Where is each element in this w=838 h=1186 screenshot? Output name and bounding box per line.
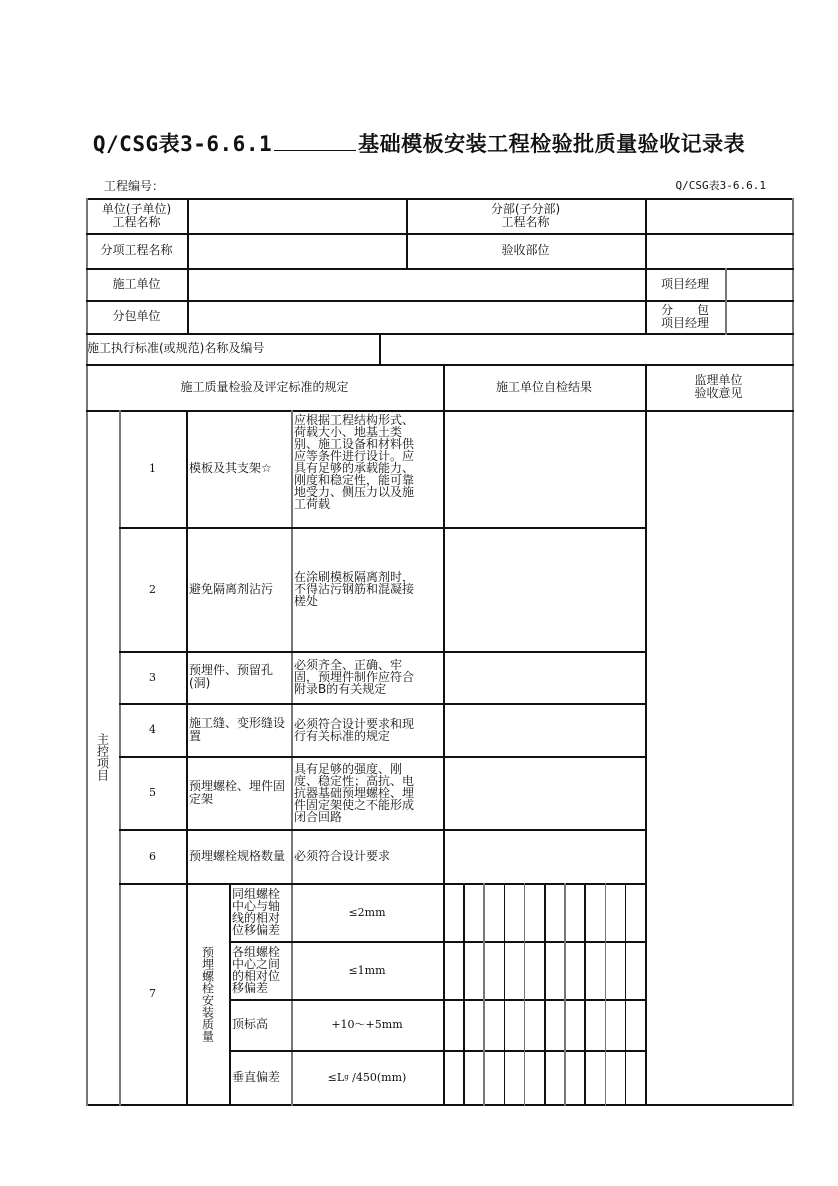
title-text: 基础模板安装工程检验批质量验收记录表: [358, 132, 746, 156]
vertical-rule: [544, 883, 546, 1106]
check-cell[interactable]: [524, 883, 544, 941]
check-cell[interactable]: [483, 1050, 503, 1104]
check-cell[interactable]: [544, 883, 564, 941]
sub-pm-label-line2: 项目经理: [660, 315, 709, 330]
subcontractor-value[interactable]: [187, 300, 645, 333]
item-name: 预埋螺栓、埋件固定架: [189, 778, 286, 806]
check-cell[interactable]: [605, 941, 625, 999]
item-number: 6: [149, 849, 156, 863]
check-cell[interactable]: [463, 999, 483, 1050]
vertical-rule: [379, 333, 381, 366]
title-blank-line: [274, 134, 356, 151]
tolerance-prefix: ≤L: [327, 1070, 345, 1084]
check-cell[interactable]: [504, 883, 524, 941]
check-cell[interactable]: [483, 883, 503, 941]
vertical-rule: [119, 410, 121, 1106]
check-cell[interactable]: [443, 883, 463, 941]
item-name: 预埋件、预留孔(洞): [189, 663, 274, 690]
item-name: 模板及其支架☆: [189, 461, 272, 475]
vertical-rule: [187, 198, 189, 335]
unit-project-label-line2: 工程名称: [112, 214, 161, 229]
vertical-rule: [605, 883, 607, 1106]
contractor-label: 施工单位: [112, 276, 161, 291]
sub-pm-value[interactable]: [725, 300, 792, 333]
unit-project-label-line1: 单位(子单位): [101, 201, 172, 216]
contractor-value[interactable]: [187, 268, 645, 300]
item7-sub4-tolerance: [291, 1050, 443, 1104]
supervision-header-line2: 验收意见: [694, 386, 743, 400]
check-cell[interactable]: [524, 941, 544, 999]
project-no-label: 工程编号：: [104, 179, 165, 193]
check-cell[interactable]: [524, 1050, 544, 1104]
item7-sub3-name: 顶标高: [232, 1017, 269, 1031]
check-cell[interactable]: [443, 1050, 463, 1104]
subcontractor-label: 分包单位: [112, 309, 161, 323]
vertical-rule: [483, 883, 485, 1106]
check-cell[interactable]: [564, 941, 584, 999]
pm-value[interactable]: [725, 268, 792, 300]
check-cell[interactable]: [605, 999, 625, 1050]
horizontal-rule: [86, 1104, 794, 1106]
division-label-line1: 分部(子分部): [490, 201, 561, 216]
supervision-opinion-area[interactable]: [645, 410, 792, 1104]
check-cell[interactable]: [524, 999, 544, 1050]
check-cell[interactable]: [584, 999, 604, 1050]
check-cell[interactable]: [584, 1050, 604, 1104]
check-cell[interactable]: [605, 883, 625, 941]
check-cell[interactable]: [544, 1050, 564, 1104]
item-standard: 应根据工程结构形式、荷载大小、地基土类别、施工设备和材料供应等条件进行设计。应具有足够的承载能力、刚度和稳定性，能可靠地受力、侧压力以及施工荷载: [294, 413, 415, 511]
horizontal-rule: [86, 410, 794, 412]
acceptance-part-label: 验收部位: [501, 243, 550, 257]
vertical-rule: [524, 883, 526, 1106]
check-cell[interactable]: [584, 883, 604, 941]
check-cell[interactable]: [463, 941, 483, 999]
check-cell[interactable]: [605, 1050, 625, 1104]
horizontal-rule: [86, 268, 794, 270]
horizontal-rule: [119, 527, 647, 529]
vertical-rule: [645, 364, 647, 1106]
pm-label: 项目经理: [660, 276, 709, 291]
horizontal-rule: [86, 198, 794, 200]
horizontal-rule: [119, 829, 647, 831]
vertical-rule: [584, 883, 586, 1106]
item7-number: 7: [149, 987, 156, 1000]
standard-label: 施工执行标准(或规范)名称及编号: [87, 341, 265, 355]
criteria-column-header: 施工质量检验及评定标准的规定: [180, 379, 349, 394]
document-title: [0, 128, 838, 158]
vertical-rule: [186, 410, 188, 1106]
check-cell[interactable]: [625, 1050, 645, 1104]
item7-sub1-tolerance: ≤2mm: [348, 905, 386, 919]
tolerance-subscript: g: [344, 1072, 349, 1081]
item7-sub4-name: 垂直偏差: [232, 1069, 281, 1084]
check-cell[interactable]: [584, 941, 604, 999]
vertical-rule: [504, 883, 506, 1106]
tolerance-suffix: /450(mm): [348, 1070, 407, 1084]
vertical-rule: [406, 198, 408, 270]
check-cell[interactable]: [625, 999, 645, 1050]
check-cell[interactable]: [504, 999, 524, 1050]
horizontal-rule: [86, 300, 794, 302]
form-code: Q/CSG表3-6.6.1: [675, 179, 766, 192]
check-cell[interactable]: [483, 999, 503, 1050]
horizontal-rule: [86, 233, 794, 235]
horizontal-rule: [86, 364, 794, 366]
check-cell[interactable]: [564, 999, 584, 1050]
item-number: 3: [149, 670, 156, 684]
check-cell[interactable]: [564, 1050, 584, 1104]
section-label-text: 主控项目: [95, 733, 110, 781]
self-check-column-header: 施工单位自检结果: [495, 379, 592, 394]
check-cell[interactable]: [443, 941, 463, 999]
item7-sub2-name: 各组螺栓中心之间的相对位移偏差: [232, 945, 281, 995]
supervision-header-line1: 监理单位: [694, 373, 743, 387]
subitem-label: 分项工程名称: [100, 243, 173, 257]
horizontal-rule: [119, 703, 647, 705]
item-standard: 在涂刷模板隔离剂时，不得沾污钢筋和混凝接槎处: [294, 570, 415, 608]
vertical-rule: [625, 883, 627, 1106]
item7-sub3-tolerance: +10～+5mm: [331, 1018, 403, 1031]
vertical-rule: [291, 410, 293, 1106]
horizontal-rule: [119, 756, 647, 758]
check-cell[interactable]: [544, 941, 564, 999]
item-name: 避免隔离剂沾污: [189, 581, 274, 596]
item-number: 2: [149, 582, 156, 596]
check-cell[interactable]: [504, 1050, 524, 1104]
division-label-line2: 工程名称: [501, 214, 550, 229]
self-check-results-area[interactable]: [443, 410, 645, 883]
item-standard: 必须符合设计要求: [294, 849, 391, 863]
item7-sub2-tolerance: ≤1mm: [348, 963, 386, 977]
check-cell[interactable]: [544, 999, 564, 1050]
horizontal-rule: [119, 651, 647, 653]
horizontal-rule: [119, 883, 647, 885]
subitem-value[interactable]: [187, 233, 406, 268]
vertical-rule: [229, 883, 231, 1106]
item-name: 预埋螺栓规格数量: [189, 848, 286, 863]
check-cell[interactable]: [564, 883, 584, 941]
item7-group-label-text: 预埋螺栓安装质量: [200, 945, 215, 1042]
item-standard: 必须齐全、正确、牢固，预埋件制作应符合附录B的有关规定: [294, 658, 415, 696]
check-cell[interactable]: [504, 941, 524, 999]
vertical-rule: [645, 198, 647, 335]
check-cell[interactable]: [625, 941, 645, 999]
vertical-rule: [564, 883, 566, 1106]
check-cell[interactable]: [443, 999, 463, 1050]
vertical-rule: [463, 883, 465, 1106]
check-cell[interactable]: [463, 883, 483, 941]
item-name: 施工缝、变形缝设置: [189, 715, 286, 743]
sub-pm-label-line1: 分 包: [660, 302, 709, 317]
vertical-rule: [443, 364, 445, 1106]
supervision-column-header: [645, 364, 792, 410]
item-number: 1: [149, 462, 156, 475]
item-standard: 具有足够的强度、刚度、稳定性；高抗、电抗器基础预埋螺栓、埋件固定架使之不能形成闭合回路: [294, 761, 415, 824]
vertical-rule: [725, 268, 727, 335]
standard-value[interactable]: [379, 333, 792, 364]
check-cell[interactable]: [483, 941, 503, 999]
check-cell[interactable]: [463, 1050, 483, 1104]
unit-project-label: [86, 198, 187, 233]
item-number: 5: [149, 786, 156, 799]
item-standard: 必须符合设计要求和现行有关标准的规定: [294, 716, 415, 743]
division-value[interactable]: [645, 198, 792, 233]
acceptance-part-value[interactable]: [645, 233, 792, 268]
horizontal-rule: [86, 333, 794, 335]
item7-sub1-name: 同组螺栓中心与轴线的相对位移偏差: [232, 887, 281, 937]
item7-group-label: [186, 883, 229, 1104]
unit-project-value[interactable]: [187, 198, 406, 233]
item-number: 4: [149, 723, 156, 736]
check-cell[interactable]: [625, 883, 645, 941]
section-label-main-control: [86, 410, 119, 1104]
division-label: [406, 198, 645, 233]
sub-pm-label: [645, 300, 725, 333]
title-code: Q/CSG表3-6.6.1: [92, 132, 273, 156]
